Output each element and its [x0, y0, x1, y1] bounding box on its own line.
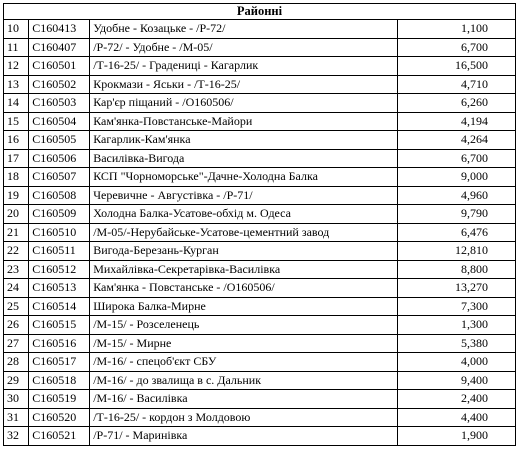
road-name-cell: КСП "Чорноморське"-Дачне-Холодна Балка [90, 168, 398, 187]
table-row [4, 131, 516, 150]
road-name-cell: /Р-71/ - Маринівка [90, 427, 398, 446]
road-name-cell: Удобне - Козацьке - /Р-72/ [90, 20, 398, 39]
table-row [4, 205, 516, 224]
road-code-cell: С160508 [29, 186, 90, 205]
table-row [4, 297, 516, 316]
row-number-cell: 30 [4, 390, 29, 409]
road-code-cell: С160518 [29, 371, 90, 390]
road-name-cell: /М-16/ - до звалища в с. Дальник [90, 371, 398, 390]
road-length-cell: 1,300 [398, 316, 516, 335]
road-code-cell: С160413 [29, 20, 90, 39]
road-length-cell: 4,264 [398, 131, 516, 150]
road-length-cell: 9,000 [398, 168, 516, 187]
row-number-cell: 22 [4, 242, 29, 261]
row-number-cell: 13 [4, 75, 29, 94]
table-row [4, 408, 516, 427]
table-row [4, 334, 516, 353]
road-length-cell: 4,400 [398, 408, 516, 427]
table-row [4, 168, 516, 187]
road-code-cell: С160513 [29, 279, 90, 298]
road-name-cell: Кам'янка-Повстанське-Майори [90, 112, 398, 131]
road-code-cell: С160407 [29, 38, 90, 57]
road-name-cell: /М-05/-Нерубайське-Усатове-цементний завод [90, 223, 398, 242]
road-code-cell: С160512 [29, 260, 90, 279]
header-row [4, 4, 516, 20]
row-number-cell: 14 [4, 94, 29, 113]
road-code-cell: С160511 [29, 242, 90, 261]
road-name-cell: /М-15/ - Мирне [90, 334, 398, 353]
row-number-cell: 24 [4, 279, 29, 298]
table-row [4, 390, 516, 409]
road-length-cell: 9,790 [398, 205, 516, 224]
road-name-cell: /Т-16-25/ - кордон з Молдовою [90, 408, 398, 427]
road-length-cell: 4,000 [398, 353, 516, 372]
road-code-cell: С160507 [29, 168, 90, 187]
road-code-cell: С160509 [29, 205, 90, 224]
table-row [4, 353, 516, 372]
table-row [4, 371, 516, 390]
table-row [4, 316, 516, 335]
road-name-cell: /М-15/ - Розселенець [90, 316, 398, 335]
road-code-cell: С160520 [29, 408, 90, 427]
road-length-cell: 12,810 [398, 242, 516, 261]
road-name-cell: Холодна Балка-Усатове-обхід м. Одеса [90, 205, 398, 224]
row-number-cell: 21 [4, 223, 29, 242]
road-name-cell: Крокмази - Яськи - /Т-16-25/ [90, 75, 398, 94]
table-row [4, 75, 516, 94]
row-number-cell: 18 [4, 168, 29, 187]
road-length-cell: 16,500 [398, 57, 516, 76]
road-name-cell: /М-16/ - спецоб'єкт СБУ [90, 353, 398, 372]
road-name-cell: Широка Балка-Мирне [90, 297, 398, 316]
road-name-cell: Черевичне - Августівка - /Р-71/ [90, 186, 398, 205]
road-code-cell: С160505 [29, 131, 90, 150]
row-number-cell: 25 [4, 297, 29, 316]
road-length-cell: 7,300 [398, 297, 516, 316]
road-length-cell: 1,100 [398, 20, 516, 39]
table-row [4, 38, 516, 57]
row-number-cell: 28 [4, 353, 29, 372]
row-number-cell: 16 [4, 131, 29, 150]
road-code-cell: С160504 [29, 112, 90, 131]
road-code-cell: С160502 [29, 75, 90, 94]
road-code-cell: С160517 [29, 353, 90, 372]
table-row [4, 242, 516, 261]
road-code-cell: С160519 [29, 390, 90, 409]
table-row [4, 186, 516, 205]
table-row [4, 112, 516, 131]
road-length-cell: 1,900 [398, 427, 516, 446]
table-row [4, 149, 516, 168]
road-name-cell: Кар'єр піщаний - /О160506/ [90, 94, 398, 113]
table-row [4, 260, 516, 279]
road-name-cell: Михайлівка-Секретарівка-Василівка [90, 260, 398, 279]
road-name-cell: /Р-72/ - Удобне - /М-05/ [90, 38, 398, 57]
table-body [4, 20, 516, 446]
row-number-cell: 32 [4, 427, 29, 446]
road-length-cell: 6,700 [398, 149, 516, 168]
road-name-cell: /Т-16-25/ - Градениці - Кагарлик [90, 57, 398, 76]
road-name-cell: Вигода-Березань-Курган [90, 242, 398, 261]
road-length-cell: 4,710 [398, 75, 516, 94]
road-code-cell: С160506 [29, 149, 90, 168]
road-length-cell: 4,960 [398, 186, 516, 205]
row-number-cell: 31 [4, 408, 29, 427]
road-length-cell: 6,476 [398, 223, 516, 242]
road-length-cell: 6,260 [398, 94, 516, 113]
row-number-cell: 26 [4, 316, 29, 335]
road-name-cell: /М-16/ - Василівка [90, 390, 398, 409]
row-number-cell: 23 [4, 260, 29, 279]
table-row [4, 20, 516, 39]
row-number-cell: 17 [4, 149, 29, 168]
road-length-cell: 2,400 [398, 390, 516, 409]
row-number-cell: 29 [4, 371, 29, 390]
road-code-cell: С160503 [29, 94, 90, 113]
roads-table [3, 3, 516, 446]
road-code-cell: С160514 [29, 297, 90, 316]
table-row [4, 427, 516, 446]
table-row [4, 57, 516, 76]
row-number-cell: 20 [4, 205, 29, 224]
row-number-cell: 27 [4, 334, 29, 353]
row-number-cell: 11 [4, 38, 29, 57]
table-row [4, 223, 516, 242]
road-code-cell: С160516 [29, 334, 90, 353]
road-length-cell: 13,270 [398, 279, 516, 298]
section-header: Районні [4, 4, 516, 20]
road-code-cell: С160515 [29, 316, 90, 335]
road-length-cell: 5,380 [398, 334, 516, 353]
table-row [4, 94, 516, 113]
road-code-cell: С160501 [29, 57, 90, 76]
row-number-cell: 15 [4, 112, 29, 131]
road-code-cell: С160510 [29, 223, 90, 242]
road-length-cell: 6,700 [398, 38, 516, 57]
road-length-cell: 9,400 [398, 371, 516, 390]
road-length-cell: 8,800 [398, 260, 516, 279]
road-code-cell: С160521 [29, 427, 90, 446]
row-number-cell: 10 [4, 20, 29, 39]
road-name-cell: Кагарлик-Кам'янка [90, 131, 398, 150]
road-name-cell: Кам'янка - Повстанське - /О160506/ [90, 279, 398, 298]
row-number-cell: 12 [4, 57, 29, 76]
table-row [4, 279, 516, 298]
road-length-cell: 4,194 [398, 112, 516, 131]
road-name-cell: Василівка-Вигода [90, 149, 398, 168]
row-number-cell: 19 [4, 186, 29, 205]
